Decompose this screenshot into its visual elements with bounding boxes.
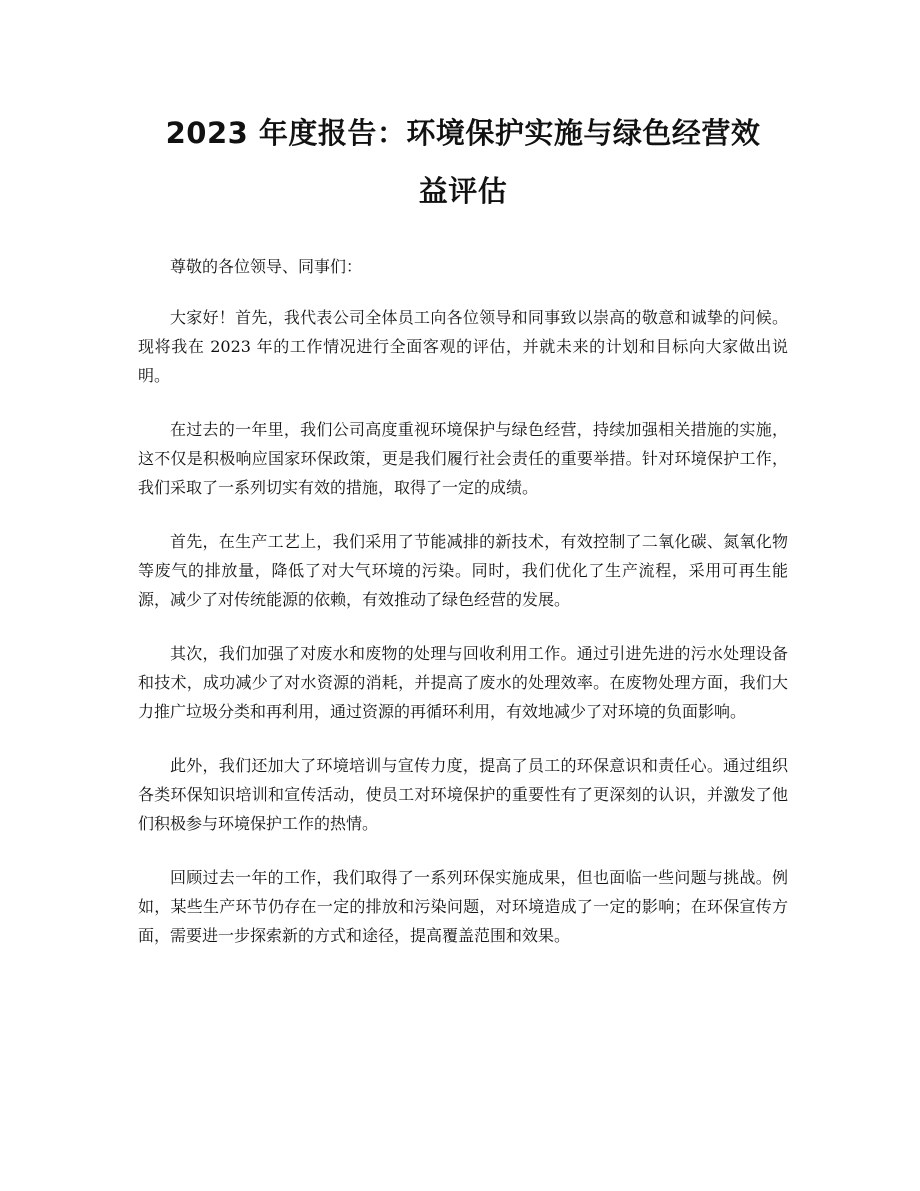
title-line-2: 益评估 [418,174,508,208]
paragraph-overview: 在过去的一年里，我们公司高度重视环境保护与绿色经营，持续加强相关措施的实施，这不仅是积极响应国家环保政策，更是我们履行社会责任的重要举措。针对环境保护工作，我们采取了一系列切实有效的措施，取得了一定的成绩。 [138,420,788,497]
paragraph-review: 回顾过去一年的工作，我们取得了一系列环保实施成果，但也面临一些问题与挑战。例如，某些生产环节仍存在一定的排放和污染问题，对环境造成了一定的影响；在环保宣传方面，需要进一步探索新的方式和途径，提高覆盖范围和效果。 [138,868,788,945]
document-body [138,252,788,950]
paragraph-waste-treatment: 其次，我们加强了对废水和废物的处理与回收利用工作。通过引进先进的污水处理设备和技术，成功减少了对水资源的消耗，并提高了废水的处理效率。在废物处理方面，我们大力推广垃圾分类和再利用，通过资源的再循环利用，有效地减少了对环境的负面影响。 [138,644,788,721]
paragraph-training: 此外，我们还加大了环境培训与宣传力度，提高了员工的环保意识和责任心。通过组织各类环保知识培训和宣传活动，使员工对环境保护的重要性有了更深刻的认识，并激发了他们积极参与环境保护工作的热情。 [138,756,788,833]
paragraph-opening: 大家好！首先，我代表公司全体员工向各位领导和同事致以崇高的敬意和诚挚的问候。现将我在 2023 年的工作情况进行全面客观的评估，并就未来的计划和目标向大家做出说明。 [138,308,788,385]
page-title [138,104,788,220]
title-line-1: 2023 年度报告：环境保护实施与绿色经营效 [165,116,761,150]
greeting-paragraph: 尊敬的各位领导、同事们： [170,257,363,276]
paragraph-production: 首先，在生产工艺上，我们采用了节能减排的新技术，有效控制了二氧化碳、氮氧化物等废气的排放量，降低了对大气环境的污染。同时，我们优化了生产流程，采用可再生能源，减少了对传统能源的依赖，有效推动了绿色经营的发展。 [138,532,788,609]
